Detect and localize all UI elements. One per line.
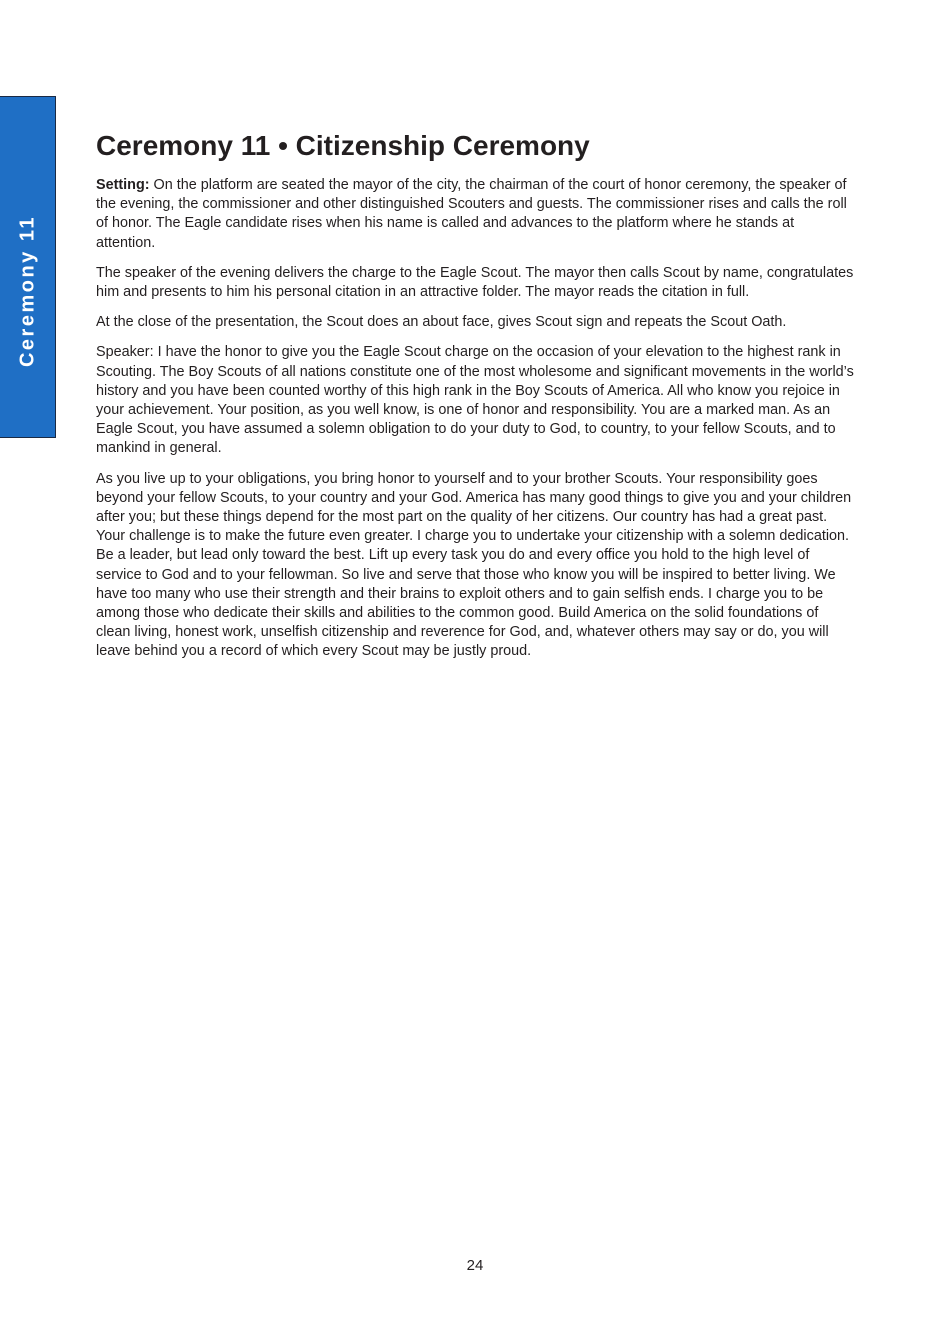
page-title: Ceremony 11 • Citizenship Ceremony — [96, 130, 590, 161]
page-number: 24 — [466, 1257, 484, 1274]
paragraph-text: At the close of the presentation, the Scout does an about face, gives Scout sign and repeats the Scout Oath. — [96, 314, 787, 331]
paragraph-text: Speaker: I have the honor to give you the Eagle Scout charge on the occasion of your elevation to the highest rank in Scouting. The Boy Scouts of all nations constitute one of the most wholesome and significant movements in the world’s history and you have been counted worthy of this high rank in the Boy Scouts of America. All who know you rejoice in your achievement. Your position, as you well know, is one of honor and responsibility. You are a marked man. As an Eagle Scout, you have assumed a solemn obligation to do your duty to God, to country, to your fellow Scouts, and to mankind in general. — [96, 344, 854, 457]
paragraph-close-of-presentation — [96, 313, 856, 332]
main-content — [96, 128, 856, 673]
paragraph-text: The speaker of the evening delivers the charge to the Eagle Scout. The mayor then calls Scout by name, congratulates him and presents to him his personal citation in an attractive folder. The mayor reads the citation in full. — [96, 264, 854, 301]
paragraph-speaker-delivery — [96, 264, 856, 302]
paragraph-text: On the platform are seated the mayor of the city, the chairman of the court of honor ceremony, the speaker of the evening, the commissioner and other distinguished Scouters and guests. The commissioner rises and calls the roll of honor. The Eagle candidate rises when his name is called and advances to the platform where he stands at attention. — [96, 177, 847, 251]
paragraph-setting — [96, 176, 856, 253]
paragraph-lead: Setting: — [96, 177, 150, 193]
paragraph-text: As you live up to your obligations, you bring honor to yourself and to your brother Scouts. Your responsibility goes beyond your fellow Scouts, to your country and your God. America has many good things to give you and your children after you; but these things depend for the most part on the quality of her citizens. Our country has had a great past. Your challenge is to make the future even greater. I charge you to undertake your citizenship with a solemn dedication. Be a leader, but lead only toward the best. Lift up every task you do and every office you hold to the high level of service to God and to your fellowman. So live and serve that those who know you will be inspired to better living. We have too many who use their strength and their brains to exploit others and to gain selfish ends. I charge you to be among those who dedicate their skills and abilities to the common good. Build America on the solid foundations of clean living, honest work, unselfish citizenship and reverence for God, and, whatever others may say or do, you will leave behind you a record of which every Scout may be justly proud. — [96, 470, 852, 660]
paragraph-speaker-charge — [96, 343, 856, 458]
side-tab — [0, 96, 56, 438]
paragraph-obligations — [96, 470, 856, 662]
side-tab-label: Ceremony 11 — [16, 214, 39, 368]
